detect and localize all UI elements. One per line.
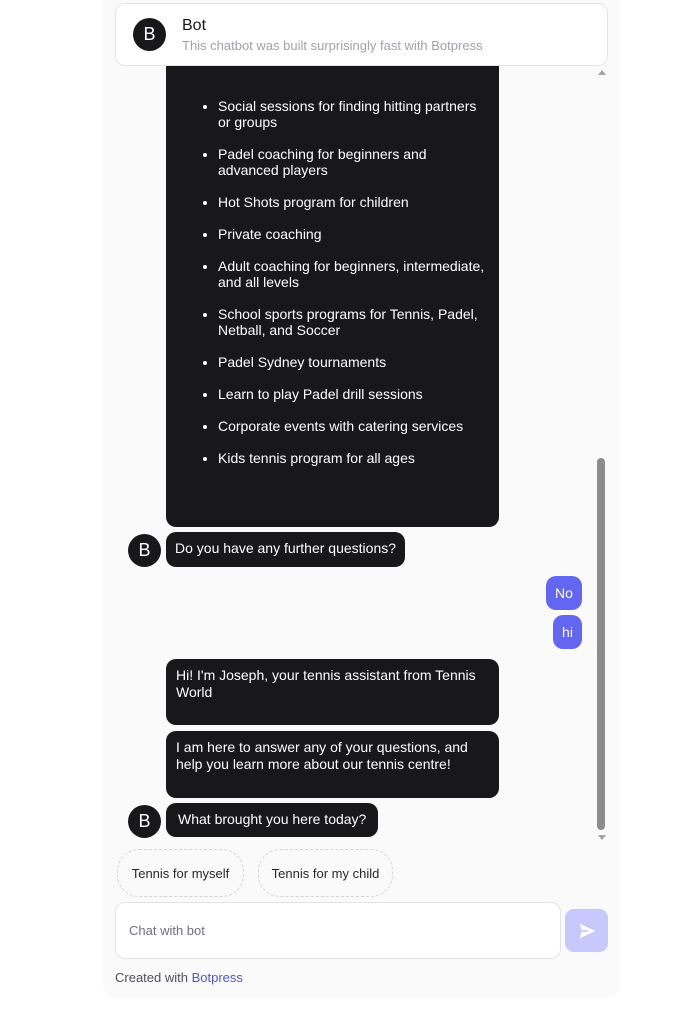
bot-message-what-brought: What brought you here today? <box>166 803 378 837</box>
chat-input[interactable] <box>115 902 561 959</box>
bot-message-intro: I am here to answer any of your questions, and help you learn more about our tennis centre! <box>166 731 499 798</box>
botpress-link[interactable]: Botpress <box>191 970 243 985</box>
list-item: • Adult coaching for beginners, intermediate, and all levels <box>218 258 489 290</box>
list-item: • Padel Sydney tournaments <box>218 354 489 370</box>
bot-description: This chatbot was built surprisingly fast with Botpress <box>182 38 483 53</box>
bot-message-program-list <box>166 66 499 527</box>
list-item: • Corporate events with catering services <box>218 418 489 434</box>
quick-reply-tennis-for-my-child[interactable]: Tennis for my child <box>258 849 393 897</box>
list-item: • Learn to play Padel drill sessions <box>218 386 489 402</box>
chat-header <box>115 3 608 66</box>
list-item: • Padel coaching for beginners and advanced players <box>218 146 489 178</box>
program-list <box>194 98 489 466</box>
quick-reply-tennis-for-myself[interactable]: Tennis for myself <box>117 849 244 897</box>
list-item: • Hot Shots program for children <box>218 194 489 210</box>
send-icon <box>577 921 597 941</box>
bot-avatar: B <box>128 534 161 567</box>
bot-avatar: B <box>133 18 166 51</box>
bot-avatar: B <box>128 805 161 838</box>
footer <box>115 970 243 985</box>
list-item: • Private coaching <box>218 226 489 242</box>
list-item: • Social sessions for finding hitting partners or groups <box>218 98 489 130</box>
footer-prefix: Created with <box>115 970 188 985</box>
user-message-no: No <box>546 576 582 610</box>
user-message-hi: hi <box>553 615 582 649</box>
bot-name: Bot <box>182 17 207 34</box>
list-item: • School sports programs for Tennis, Padel, Netball, and Soccer <box>218 306 489 338</box>
scroll-up-arrow-icon[interactable] <box>598 70 606 75</box>
bot-message-greeting: Hi! I'm Joseph, your tennis assistant from Tennis World <box>166 659 499 725</box>
list-item: • Kids tennis program for all ages <box>218 450 489 466</box>
send-button[interactable] <box>565 909 608 952</box>
scroll-down-arrow-icon[interactable] <box>598 835 606 840</box>
scrollbar-thumb[interactable] <box>597 458 605 830</box>
bot-message-further-questions: Do you have any further questions? <box>166 532 405 567</box>
